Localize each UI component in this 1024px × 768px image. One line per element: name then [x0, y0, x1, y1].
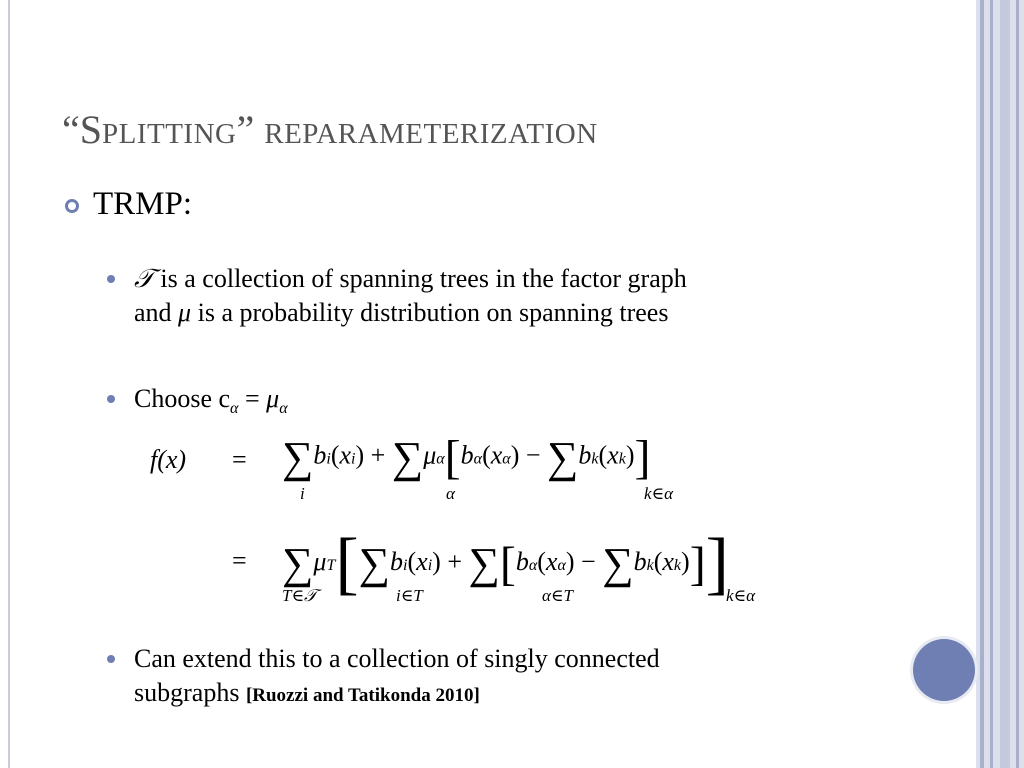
left-decor-rule: [8, 0, 10, 768]
bullet-dot-icon: [107, 655, 115, 663]
limit-i-in-T: i∈T: [396, 586, 423, 605]
eq-lhs: f(x): [150, 445, 187, 474]
bullet-dot-icon: [107, 275, 115, 283]
slide-title: “SPLITTING” REPARAMETERIZATION: [62, 107, 598, 152]
decor-circle: [913, 639, 975, 701]
limit-T-in-set: T∈𝒯: [282, 586, 318, 605]
bullet-dot-icon: [107, 395, 115, 403]
bullet-ring-icon: [65, 199, 79, 213]
eq-equals-1: =: [232, 445, 247, 474]
limit-i: i: [300, 484, 305, 503]
limit-alpha: α: [446, 484, 455, 503]
citation: [Ruozzi and Tatikonda 2010]: [245, 685, 480, 706]
limit-alpha-in-T: α∈T: [542, 586, 573, 605]
eq-equals-2: =: [232, 546, 247, 575]
right-decor-bars: [976, 0, 1024, 768]
limit-k-in-alpha: k∈α: [644, 484, 674, 503]
limit-k-in-alpha-2: k∈α: [726, 586, 756, 605]
